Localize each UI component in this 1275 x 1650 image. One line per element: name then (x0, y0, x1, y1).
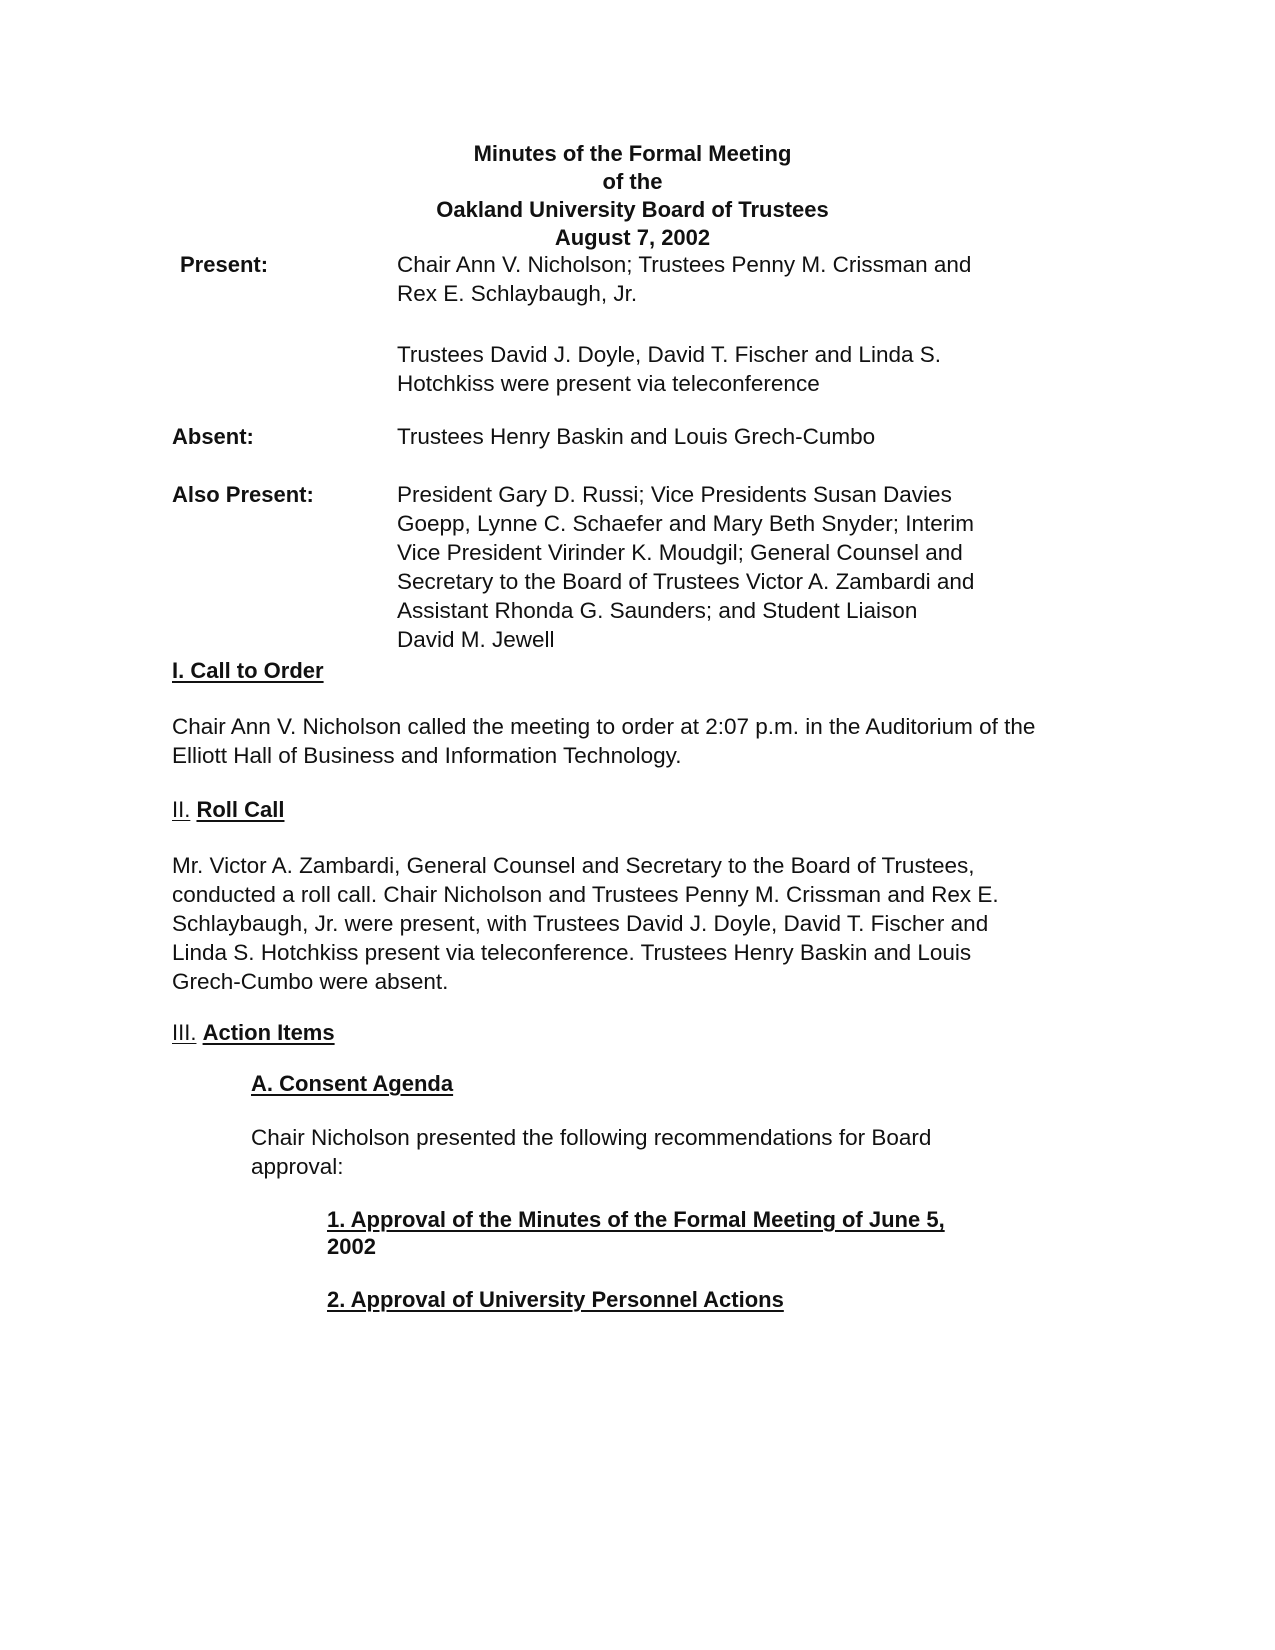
meeting-date: August 7, 2002 (554, 225, 711, 250)
paragraph-line: Mr. Victor A. Zambardi, General Counsel and Secretary to the Board of Trustees, (172, 853, 975, 878)
also-present-line: President Gary D. Russi; Vice Presidents Susan Davies (397, 482, 952, 507)
section-title: Action Items (202, 1020, 335, 1045)
present-line: Rex E. Schlaybaugh, Jr. (397, 281, 638, 306)
paragraph-line: Elliott Hall of Business and Information Technology. (172, 743, 682, 768)
paragraph-line: Linda S. Hotchkiss present via teleconference. Trustees Henry Baskin and Louis (172, 940, 972, 965)
absent-list: Trustees Henry Baskin and Louis Grech-Cumbo (397, 424, 876, 449)
paragraph-line: Chair Nicholson presented the following recommendations for Board (251, 1125, 932, 1150)
paragraph-line: approval: (251, 1154, 344, 1179)
also-present-list (397, 480, 974, 654)
also-present-line: Assistant Rhonda G. Saunders; and Student Liaison (397, 598, 918, 623)
paragraph-line: Grech-Cumbo were absent. (172, 969, 449, 994)
present-line: Chair Ann V. Nicholson; Trustees Penny M. Crissman and (397, 252, 972, 277)
roll-call-paragraph (172, 851, 999, 996)
section-number: III. (172, 1020, 197, 1045)
subsection-heading-consent-agenda: A. Consent Agenda (251, 1071, 454, 1096)
paragraph-line: Schlaybaugh, Jr. were present, with Trustees David J. Doyle, David T. Fischer and (172, 911, 989, 936)
paragraph-line: Chair Ann V. Nicholson called the meeting to order at 2:07 p.m. in the Auditorium of the (172, 714, 1036, 739)
also-present-label: Also Present: (172, 482, 314, 507)
document-title-line-1: Minutes of the Formal Meeting (473, 141, 792, 166)
agenda-item-1-continuation: 2002 (327, 1234, 376, 1259)
call-to-order-paragraph (172, 712, 1035, 770)
section-heading-action-items (172, 1018, 335, 1047)
teleconference-line: Hotchkiss were present via teleconference (397, 371, 820, 396)
section-heading-call-to-order: I. Call to Order (172, 658, 324, 683)
agenda-item-line: 1. Approval of the Minutes of the Formal Meeting of June 5, (327, 1207, 945, 1232)
paragraph-line: conducted a roll call. Chair Nicholson and Trustees Penny M. Crissman and Rex E. (172, 882, 999, 907)
also-present-line: Secretary to the Board of Trustees Victor A. Zambardi and (397, 569, 975, 594)
teleconference-note (397, 340, 941, 398)
teleconference-line: Trustees David J. Doyle, David T. Fischer and Linda S. (397, 342, 941, 367)
agenda-item-2: 2. Approval of University Personnel Actions (327, 1287, 784, 1312)
agenda-item-1 (327, 1205, 945, 1234)
also-present-line: David M. Jewell (397, 627, 555, 652)
section-heading-roll-call (172, 795, 284, 824)
present-label: Present: (180, 252, 269, 277)
also-present-line: Vice President Virinder K. Moudgil; General Counsel and (397, 540, 963, 565)
section-title: Roll Call (196, 797, 285, 822)
document-title-line-2: of the (602, 169, 663, 194)
absent-label: Absent: (172, 424, 254, 449)
document-title-line-3: Oakland University Board of Trustees (436, 197, 829, 222)
also-present-line: Goepp, Lynne C. Schaefer and Mary Beth Snyder; Interim (397, 511, 974, 536)
section-number: II. (172, 797, 191, 822)
present-list (397, 250, 971, 308)
consent-agenda-paragraph (251, 1123, 931, 1181)
